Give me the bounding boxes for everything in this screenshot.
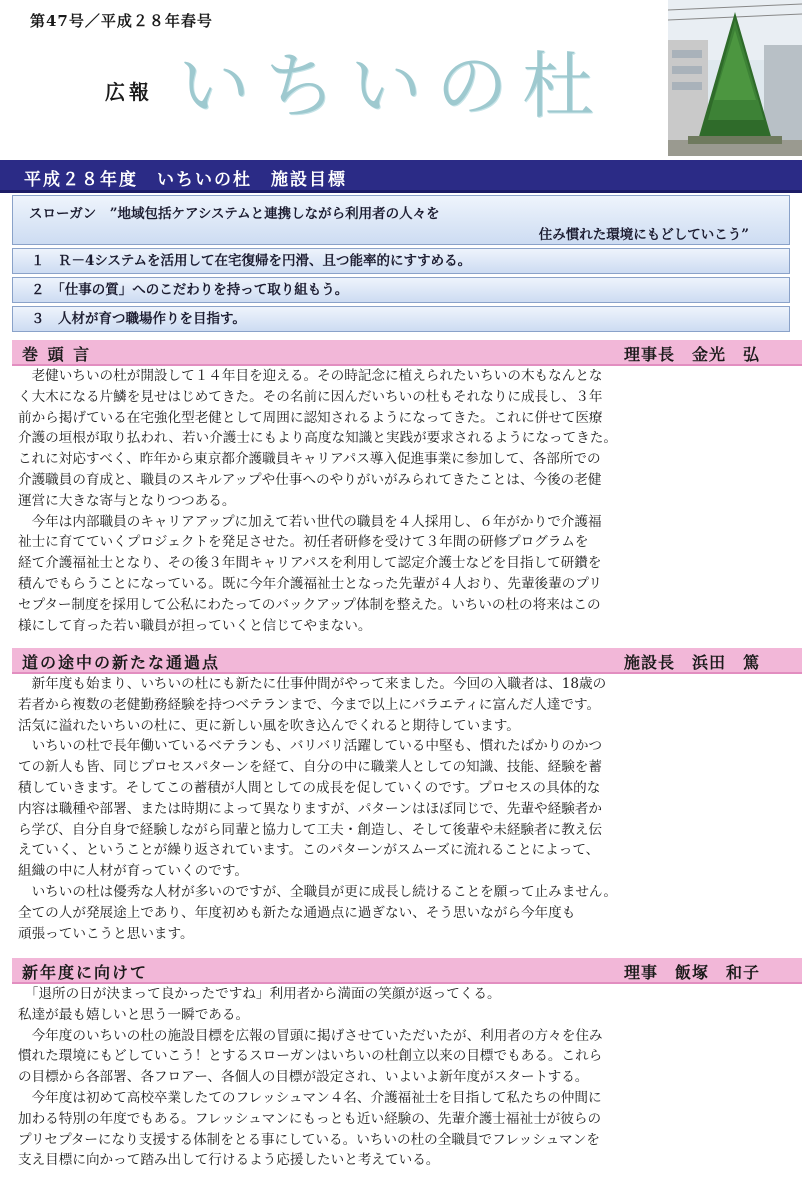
goal-item: ２ 「仕事の質」へのこだわりを持って取り組もう。 (12, 277, 790, 303)
section-body (18, 674, 800, 944)
body-line: 慣れた環境にもどしていこう！とするスローガンはいちいの杜創立以来の目標でもある。これら (18, 1048, 603, 1065)
slogan-line-1: スローガン ”地域包括ケアシステムと連携しながら利用者の人々を (29, 206, 440, 222)
body-line: 介護職員の育成と、職員のスキルアップや仕事へのやりがいがみられてきたことは、今後の老健 (18, 471, 602, 488)
body-line: 介護の垣根が取り払われ、若い介護士にもより高度な知識と実践が要求されるようになってきた。 (18, 430, 617, 447)
body-line: 様にして育った若い職員が担っていくと信じてやまない。 (18, 617, 372, 634)
issue-number: 第47号／平成２８年春号 (30, 12, 213, 30)
goal-item: ３ 人材が育つ職場作りを目指す。 (12, 306, 790, 332)
slogan-box (12, 195, 790, 245)
body-line: 積していきます。そしてこの蓄積が人間としての成長を促していくのです。プロセスの具体的な (18, 779, 601, 796)
body-line: く大木になる片鱗を見せはじめてきた。その名前に因んだいちいの杜もそれなりに成長し、３年 (18, 388, 603, 405)
goal-item: １ Ｒ－4システムを活用して在宅復帰を円滑、且つ能率的にすすめる。 (12, 248, 790, 274)
tree-photo (668, 0, 802, 156)
body-line: 今年度は初めて高校卒業したてのフレッシュマン４名、介護福祉士を目指して私たちの仲間に (18, 1089, 602, 1106)
section-header (12, 648, 802, 674)
body-line: 支え目標に向かって踏み出して行けるよう応援したいと考えている。 (18, 1152, 440, 1169)
facility-goals-banner (0, 160, 802, 193)
section-header (12, 340, 802, 366)
body-line: 積んでもらうことになっている。既に今年介護福祉士となった先輩が４人おり、先輩後輩のプリ (18, 575, 602, 592)
section-author: 理事長 金光 弘 (623, 345, 760, 364)
body-line: ての新人も皆、同じプロセスパターンを経て、自分の中に職業人としての知識、技能、経験を蓄 (18, 759, 602, 776)
body-line: の目標から各部署、各フロアー、各個人の目標が設定され、いよいよ新年度がスタートする。 (18, 1069, 589, 1086)
section-title: 巻 頭 言 (22, 345, 92, 364)
banner-title: 平成２８年度 いちいの杜 施設目標 (24, 170, 347, 190)
body-line: 全ての人が発展途上であり、年度初めも新たな通過点に過ぎない、そう思いながら今年度も (18, 904, 576, 921)
section-header (12, 958, 802, 984)
goals-box (12, 195, 790, 335)
section-body (18, 366, 800, 636)
newsletter-title: いちいの杜 (178, 44, 609, 128)
body-line: 運営に大きな寄与となりつつある。 (18, 492, 236, 509)
body-line: いちいの杜で長年働いているベテランも、バリバリ活躍している中堅も、慣れたばかりのかつ (18, 738, 603, 755)
body-line: 「退所の日が決まって良かったですね」利用者から満面の笑顔が返ってくる。 (18, 986, 501, 1002)
section-author: 理事 飯塚 和子 (623, 963, 760, 982)
body-line: ら学び、自分自身で経験しながら同輩と協力して工夫・創造し、そして後輩や未経験者に教え伝 (18, 821, 602, 838)
body-line: えていく、ということが繰り返されています。このパターンがスムーズに流れることによって、 (18, 842, 600, 859)
section-title: 道の途中の新たな通過点 (22, 653, 221, 672)
section-author: 施設長 浜田 篤 (623, 653, 760, 672)
tree-photo-illustration (668, 0, 802, 156)
body-line: いちいの杜は優秀な人材が多いのですが、全職員が更に成長し続けることを願って止みません。 (18, 883, 617, 900)
body-line: 前から掲げている在宅強化型老健として周囲に認知されるようになってきた。これに併せて医療 (18, 409, 603, 426)
slogan-line-2: 住み慣れた環境にもどしていこう” (538, 227, 749, 243)
body-line: 若者から複数の老健勤務経験を持つベテランまで、今まで以上にバラエティに富んだ人達です。 (18, 696, 601, 713)
body-line: 組織の中に人材が育っていくのです。 (18, 863, 249, 880)
section-title: 新年度に向けて (22, 963, 149, 982)
body-line: セプター制度を採用して公私にわたってのバックアップ体制を整えた。いちいの杜の将来はこの (18, 596, 601, 613)
body-line: 今年は内部職員のキャリアアップに加えて若い世代の職員を４人採用し、６年がかりで介護福 (18, 513, 602, 530)
body-line: 私達が最も嬉しいと思う一瞬である。 (18, 1006, 250, 1023)
body-line: 内容は職種や部署、または時期によって異なりますが、パターンはほぼ同じで、先輩や経験者か (18, 800, 602, 817)
body-line: 頑張っていこうと思います。 (18, 925, 194, 942)
body-line: 祉士に育てていくプロジェクトを発足させた。初任者研修を受けて３年間の研修プログラムを (18, 534, 589, 551)
body-line: これに対応すべく、昨年から東京都介護職員キャリアパス導入促進事業に参加して、各部所での (18, 451, 601, 468)
body-line: 老健いちいの杜が開設して１４年目を迎える。その時記念に植えられたいちいの木もなんとな (18, 368, 603, 384)
body-line: 加わる特別の年度でもある。フレッシュマンにもっとも近い経験の、先輩介護士福祉士が彼らの (18, 1110, 602, 1127)
section-body (18, 984, 800, 1171)
body-line: 今年度のいちいの杜の施設目標を広報の冒頭に掲げさせていただいたが、利用者の方々を住み (18, 1027, 603, 1044)
body-line: 活気に溢れたいちいの杜に、更に新しい風を吹き込んでくれると期待しています。 (18, 717, 520, 734)
body-line: 新年度も始まり、いちいの杜にも新たに仕事仲間がやって来ました。今回の入職者は、18歳の (18, 676, 607, 692)
kouhou-label: 広報 (105, 80, 153, 104)
body-line: プリセプターになり支援する体制をとる事にしている。いちいの杜の全職員でフレッシュマンを (18, 1131, 600, 1148)
body-line: 経て介護福祉士となり、その後３年間キャリアパスを利用して認定介護士などを目指して研鑽を (18, 555, 602, 572)
